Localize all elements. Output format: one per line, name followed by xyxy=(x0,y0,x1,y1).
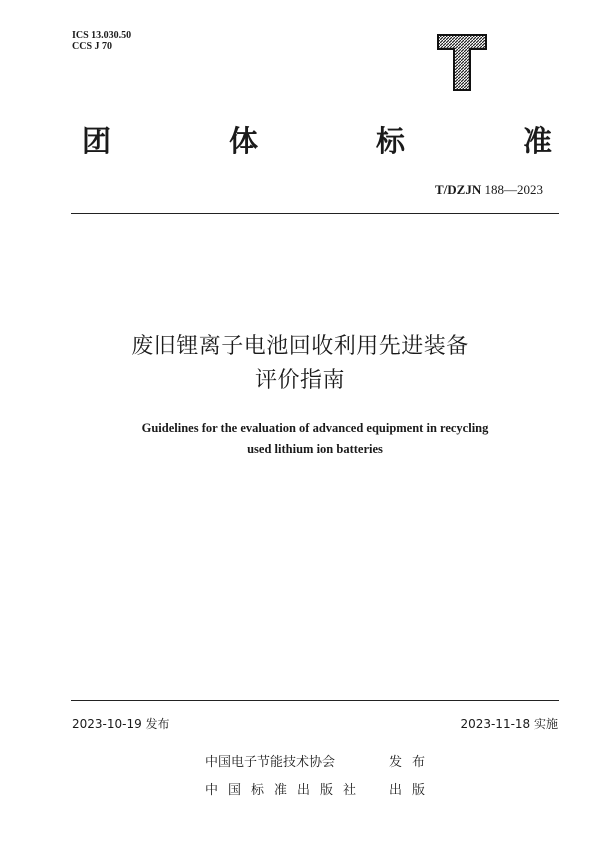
standard-type-char: 准 xyxy=(522,124,552,158)
publisher-action: 出版 xyxy=(389,783,436,798)
implementation-date: 2023-11-18 实施 xyxy=(460,717,558,731)
bottom-divider xyxy=(71,700,559,701)
publisher-row xyxy=(205,777,435,805)
english-title-line: Guidelines for the evaluation of advanced equipment in recycling xyxy=(141,421,489,435)
standard-t-logo xyxy=(437,34,487,91)
publisher-row xyxy=(205,749,435,777)
ccs-code: CCS J 70 xyxy=(72,41,113,52)
top-divider xyxy=(71,213,559,214)
english-title-line: used lithium ion batteries xyxy=(247,442,383,456)
english-title xyxy=(0,418,600,460)
publisher-org: 中国标准出版社 xyxy=(205,783,367,798)
standard-code-number: 188—2023 xyxy=(484,182,543,197)
standard-type-char: 标 xyxy=(375,124,405,158)
chinese-title-line: 评价指南 xyxy=(254,368,345,393)
ics-code: ICS 13.030.50 xyxy=(72,30,132,41)
publishers xyxy=(205,749,435,805)
standard-code-prefix: T/DZJN xyxy=(435,182,482,197)
standard-type-char: 体 xyxy=(228,124,258,158)
standard-code xyxy=(435,182,543,198)
classification-codes xyxy=(72,30,131,52)
publisher-action: 发布 xyxy=(389,755,436,770)
issue-date: 2023-10-19 发布 xyxy=(72,717,170,731)
standard-type-char: 团 xyxy=(82,124,112,158)
chinese-title-line: 废旧锂离子电池回收利用先进装备 xyxy=(131,334,469,359)
standard-type-heading xyxy=(82,119,552,160)
publisher-org: 中国电子节能技术协会 xyxy=(205,755,336,770)
chinese-title xyxy=(0,330,600,398)
